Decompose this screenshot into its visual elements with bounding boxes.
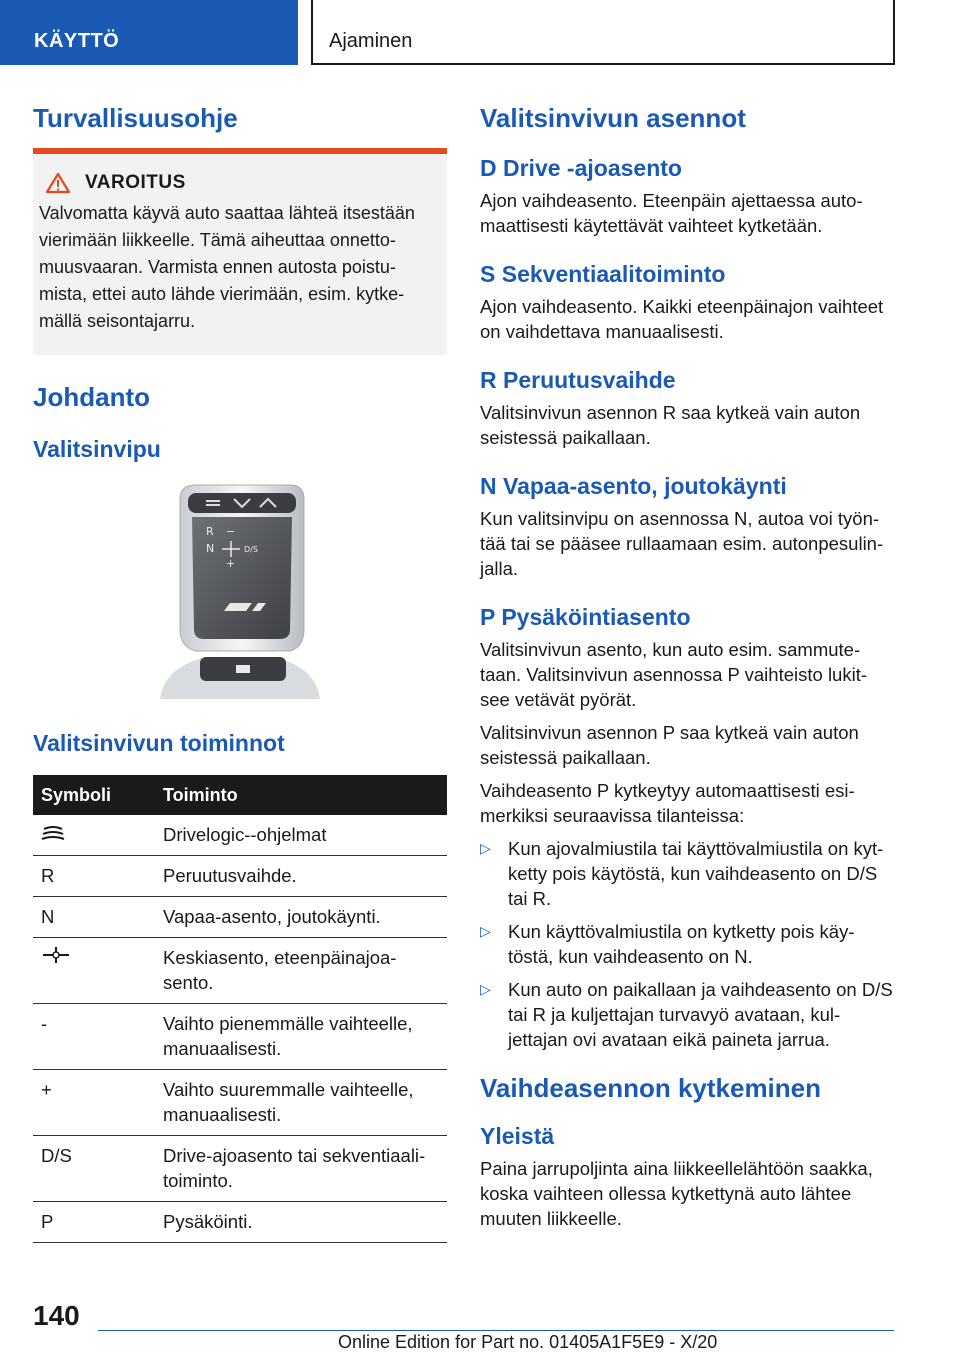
heading-r-reverse: R Peruutusvaihde [480, 367, 676, 393]
auto-park-conditions [480, 836, 894, 1052]
table-cell-function: Peruutusvaihde. [155, 856, 447, 897]
table-cell-symbol: N [33, 897, 155, 938]
heading-p-park: P Pysäköintiasento [480, 604, 691, 630]
warning-box [33, 148, 447, 355]
chapter-label: Ajaminen [329, 30, 413, 52]
heading-n-neutral: N Vapaa-asento, joutokäynti [480, 473, 787, 499]
table-cell-function: Pysäköinti. [155, 1202, 447, 1243]
heading-s-sequential: S Sekventiaalitoiminto [480, 261, 726, 287]
n-neutral-text: Kun valitsinvipu on asennossa N, autoa voi työn- tää tai se pääsee rullaamaan esim. autonpesulin- jalla. [480, 508, 884, 579]
selector-lever-image [33, 479, 447, 699]
table-row [33, 897, 447, 938]
table-row [33, 1004, 447, 1070]
heading-shift: Vaihdeasennon kytkeminen [480, 1073, 822, 1103]
d-drive-text: Ajon vaihdeasento. Eteenpäin ajettaessa auto- maattisesti käytettävät vaihteet kytketään. [480, 190, 863, 236]
heading-positions: Valitsinvivun asennot [480, 103, 746, 133]
table-cell-function: Drive-ajoasento tai sekventiaali- toiminto. [155, 1136, 447, 1202]
table-row [33, 1202, 447, 1243]
bullet-triangle-icon: ▷ [480, 923, 491, 939]
general-text: Paina jarrupoljinta aina liikkeellelähtöön saakka, koska vaihteen ollessa kytkettynä auto lähtee muuten liikkeelle. [480, 1158, 873, 1229]
table-cell-symbol [33, 938, 155, 1004]
lever-minus-label: − [226, 525, 236, 538]
table-cell-function: Vapaa-asento, joutokäynti. [155, 897, 447, 938]
table-row [33, 856, 447, 897]
heading-functions: Valitsinvivun toiminnot [33, 730, 285, 756]
bullet-triangle-icon: ▷ [480, 840, 491, 856]
drivelogic-icon [41, 823, 65, 841]
section-label: KÄYTTÖ [34, 30, 120, 52]
lever-plus-label: + [226, 557, 236, 570]
table-cell-symbol [33, 815, 155, 856]
list-item [480, 919, 894, 969]
chapter-header [311, 0, 895, 65]
table-cell-symbol: D/S [33, 1136, 155, 1202]
table-row [33, 938, 447, 1004]
r-reverse-text: Valitsinvivun asennon R saa kytkeä vain auton seistessä paikallaan. [480, 402, 861, 448]
heading-selector: Valitsinvipu [33, 436, 161, 462]
table-cell-symbol: + [33, 1070, 155, 1136]
lever-r-label: R [206, 525, 214, 538]
s-sequential-text: Ajon vaihdeasento. Kaikki eteenpäinajon vaihteet on vaihdettava manuaalisesti. [480, 296, 884, 342]
lever-ds-label: D/S [244, 545, 258, 554]
table-cell-symbol: R [33, 856, 155, 897]
table-row [33, 815, 447, 856]
list-item-text: Kun auto on paikallaan ja vaihdeasento on D/S tai R ja kuljettajan turvavyö avataan, kul- jettajan ovi avataan eikä paineta jarrua. [508, 979, 893, 1050]
warning-label: VAROITUS [85, 172, 186, 193]
warning-triangle-icon [45, 172, 71, 194]
heading-safety: Turvallisuusohje [33, 103, 238, 133]
page-number: 140 [33, 1300, 80, 1331]
heading-d-drive: D Drive -ajoasento [480, 155, 682, 181]
table-cell-function: Vaihto suuremmalle vaihteelle, manuaalisesti. [155, 1070, 447, 1136]
functions-table [33, 775, 447, 1243]
list-item [480, 836, 894, 911]
footer-rule [98, 1330, 894, 1331]
section-tab [0, 0, 298, 65]
list-item [480, 977, 894, 1052]
heading-general: Yleistä [480, 1123, 555, 1149]
right-column [480, 100, 894, 1231]
p-park-text-1: Valitsinvivun asento, kun auto esim. sammute- taan. Valitsinvivun asennossa P vaihteisto lukit- see vetävät pyörät. [480, 639, 868, 710]
table-row [33, 1070, 447, 1136]
table-cell-symbol: P [33, 1202, 155, 1243]
list-item-text: Kun ajovalmiustila tai käyttövalmiustila on kyt- ketty pois käytöstä, kun vaihdeasento on D/S tai R. [508, 838, 884, 909]
lever-n-label: N [206, 542, 215, 555]
table-row [33, 1136, 447, 1202]
center-position-icon [41, 945, 71, 965]
table-header-function: Toiminto [155, 775, 447, 815]
footer-edition: Online Edition for Part no. 01405A1F5E9 - X/20 [338, 1332, 718, 1352]
p-park-text-2: Valitsinvivun asennon P saa kytkeä vain auton seistessä paikallaan. [480, 722, 859, 768]
table-cell-function: Drivelogic--ohjelmat [155, 815, 447, 856]
list-item-text: Kun käyttövalmiustila on kytketty pois käy- töstä, kun vaihdeasento on N. [508, 921, 855, 967]
p-park-text-3: Vaihdeasento P kytkeytyy automaattisesti esi- merkiksi seuraavissa tilanteissa: [480, 780, 855, 826]
table-header-symbol: Symboli [33, 775, 155, 815]
left-column [33, 100, 447, 1243]
heading-intro: Johdanto [33, 382, 150, 412]
gear-lever-illustration [140, 479, 340, 699]
bullet-triangle-icon: ▷ [480, 981, 491, 997]
warning-text: Valvomatta käyvä auto saattaa lähteä itsestään vierimään liikkeelle. Tämä aiheuttaa onnetto- muusvaaran. Varmista ennen autosta poistu- mista, ettei auto lähde vierimään, esim. kytke- mällä seisontajarru. [39, 203, 415, 331]
table-cell-symbol: - [33, 1004, 155, 1070]
table-cell-function: Keskiasento, eteenpäinajoa- sento. [155, 938, 447, 1004]
table-cell-function: Vaihto pienemmälle vaihteelle, manuaalisesti. [155, 1004, 447, 1070]
